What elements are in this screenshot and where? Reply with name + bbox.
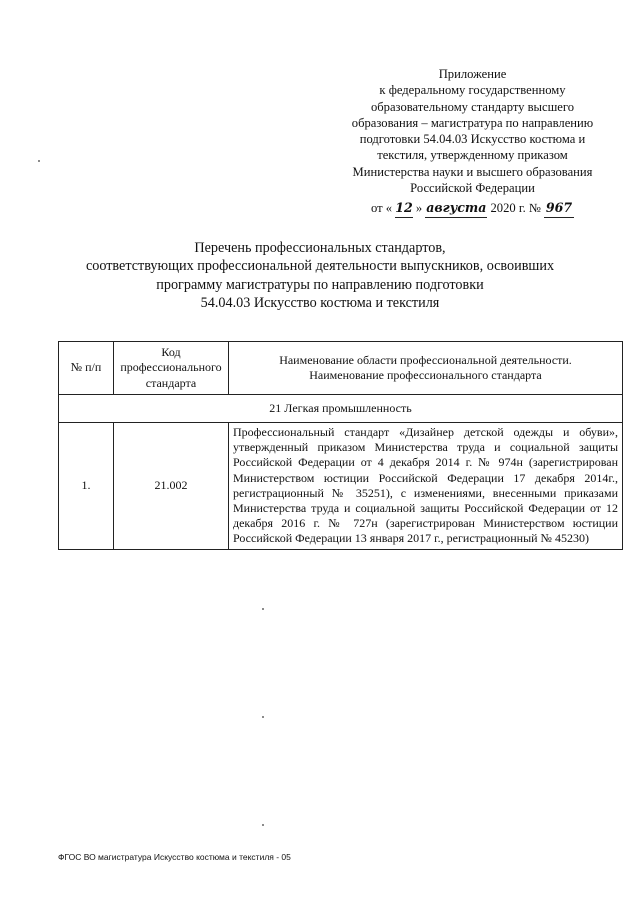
order-day: 12 <box>395 200 413 217</box>
appendix-line: Министерства науки и высшего образования <box>352 164 593 179</box>
appendix-block <box>340 66 605 218</box>
section-title: 21 Легкая промышленность <box>59 395 623 423</box>
order-number: 967 <box>544 200 574 217</box>
appendix-line: текстиля, утвержденному приказом <box>377 148 568 163</box>
section-row <box>59 395 623 423</box>
title-line: Перечень профессиональных стандартов, <box>194 240 446 256</box>
title-line: программу магистратуры по направлению подготовки <box>156 276 484 293</box>
header-num: № п/п <box>59 342 114 395</box>
order-month: августа <box>425 200 487 217</box>
row-num: 1. <box>59 423 114 550</box>
appendix-line: Приложение <box>438 67 507 81</box>
table-header-row <box>59 342 623 395</box>
appendix-line: подготовки 54.04.03 Искусство костюма и <box>359 132 586 147</box>
row-code: 21.002 <box>114 423 229 550</box>
scan-speck <box>262 608 264 610</box>
title-line: 54.04.03 Искусство костюма и текстиля <box>200 294 440 311</box>
order-year: 2020 г. № <box>490 201 541 216</box>
order-mid: » <box>415 201 423 216</box>
appendix-line: к федеральному государственному <box>379 83 566 98</box>
row-description: Профессиональный стандарт «Дизайнер детской одежды и обуви», утвержденный приказом Министерства труда и социальной защиты Российской Федерации от 4 декабря 2014 г. № 974н (зарегистрирован Министерством юстиции Российской Федерации 17 декабря 2014г., регистрационный № 35251), с изменениями, внесенными приказами Министерства труда и социальной защиты Российской Федерации от 12 декабря 2016 г. № 727н (зарегистрирован Министерством юстиции Российской Федерации 13 января 2017 г., регистрационный № 45230) <box>229 423 623 550</box>
scan-speck <box>262 716 264 718</box>
order-prefix: от « <box>370 201 393 216</box>
appendix-line: образовательному стандарту высшего <box>370 99 575 114</box>
scan-speck <box>38 160 40 162</box>
appendix-line: Российской Федерации <box>410 181 535 196</box>
document-title <box>60 239 580 312</box>
scan-speck <box>262 824 264 826</box>
order-line <box>340 200 605 217</box>
page-footer: ФГОС ВО магистратура Искусство костюма и текстиля - 05 <box>58 852 291 862</box>
table-row <box>59 423 623 550</box>
header-name: Наименование области профессиональной деятельности. Наименование профессионального стандарта <box>229 342 623 395</box>
title-line: соответствующих профессиональной деятельности выпускников, освоивших <box>85 258 555 275</box>
standards-table <box>58 341 623 550</box>
header-code: Код профессионального стандарта <box>114 342 229 395</box>
appendix-line: образования – магистратура по направлению <box>351 115 594 130</box>
